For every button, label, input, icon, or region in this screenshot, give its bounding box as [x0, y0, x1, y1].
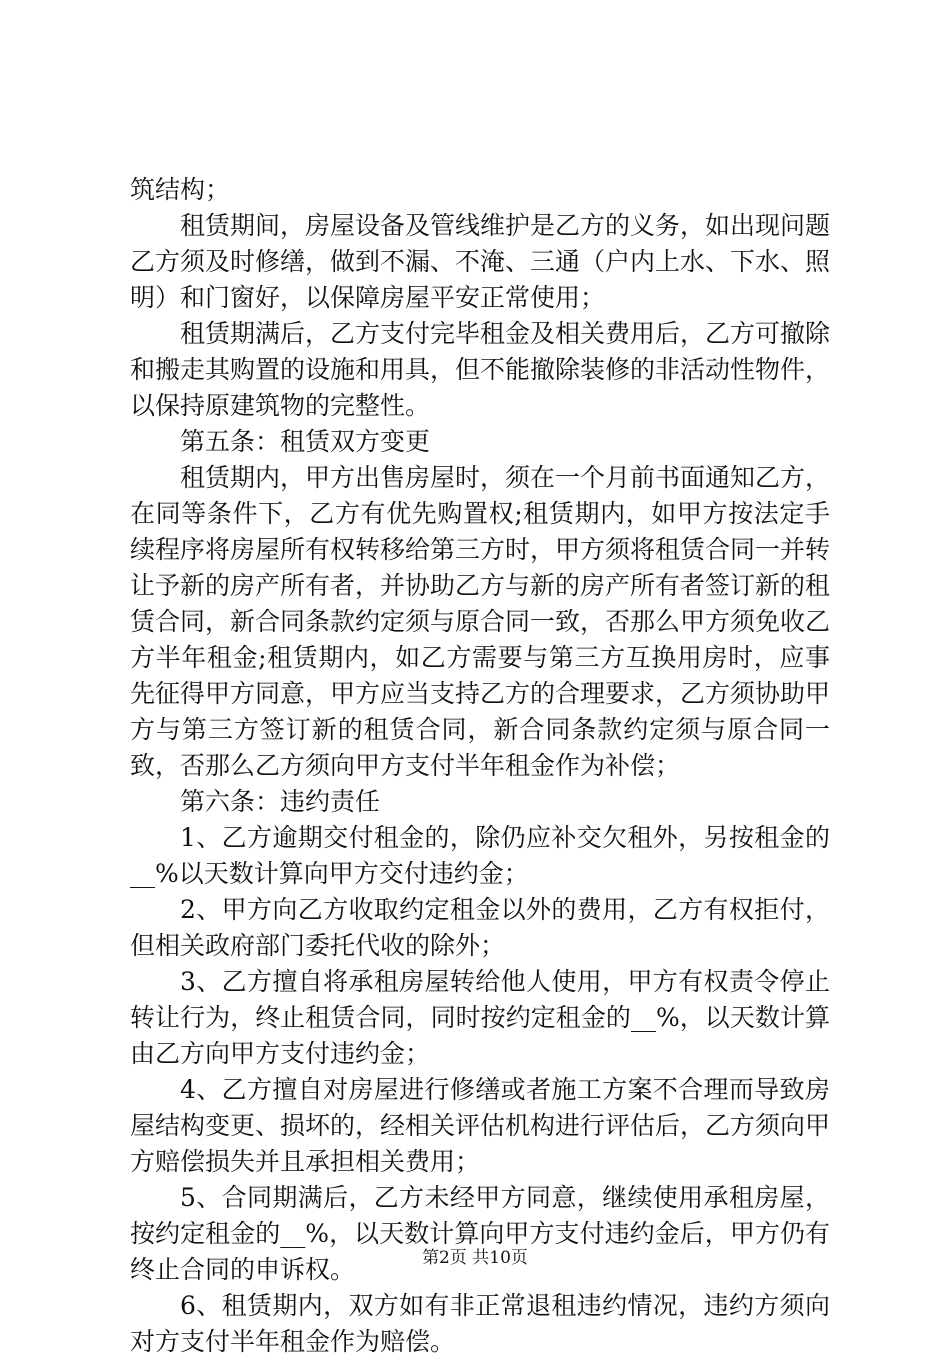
paragraph-5: 租赁期内，甲方出售房屋时，须在一个月前书面通知乙方，在同等条件下，乙方有优先购置权;租赁期内，如甲方按法定手续程序将房屋所有权转移给第三方时，甲方须将租赁合同一并转让予新的房产所有者，并协助乙方与新的房产所有者签订新的租赁合同，新合同条款约定须与原合同一致，否那么甲方须免收乙方半年租金;租赁期内，如乙方需要与第三方互换用房时，应事先征得甲方同意，甲方应当支持乙方的合理要求，乙方须协助甲方与第三方签订新的租赁合同，新合同条款约定须与原合同一致，否那么乙方须向甲方支付半年租金作为补偿； [130, 463, 831, 780]
document-body [130, 172, 830, 1360]
clause-6: 6、租赁期内，双方如有非正常退租违约情况，违约方须向对方支付半年租金作为赔偿。 [130, 1291, 830, 1356]
clause-4: 4、乙方擅自对房屋进行修缮或者施工方案不合理而导致房屋结构变更、损坏的，经相关评估机构进行评估后，乙方须向甲方赔偿损失并且承担相关费用； [130, 1075, 831, 1176]
section-heading-article-5: 第五条：租赁双方变更 [180, 427, 431, 456]
paragraph-1: 筑结构； [130, 175, 231, 204]
page-number-footer: 第2页 共10页 [422, 1248, 528, 1268]
clause-1: 1、乙方逾期交付租金的，除仍应补交欠租外，另按租金的__%以天数计算向甲方交付违约金； [130, 823, 830, 888]
paragraph-3: 租赁期满后，乙方支付完毕租金及相关费用后，乙方可撤除和搬走其购置的设施和用具，但不能撤除装修的非活动性物件，以保持原建筑物的完整性。 [130, 319, 831, 420]
clause-3: 3、乙方擅自将承租房屋转给他人使用，甲方有权责令停止转让行为，终止租赁合同，同时按约定租金的__%，以天数计算由乙方向甲方支付违约金； [130, 967, 830, 1068]
clause-5: 5、合同期满后，乙方未经甲方同意，继续使用承租房屋，按约定租金的__%，以天数计算向甲方支付违约金后，甲方仍有终止合同的申诉权。 [130, 1183, 830, 1284]
section-heading-article-6: 第六条：违约责任 [180, 787, 381, 816]
clause-2: 2、甲方向乙方收取约定租金以外的费用，乙方有权拒付，但相关政府部门委托代收的除外； [130, 895, 830, 960]
paragraph-2: 租赁期间，房屋设备及管线维护是乙方的义务，如出现问题乙方须及时修缮，做到不漏、不淹、三通（户内上水、下水、照明）和门窗好，以保障房屋平安正常使用； [130, 211, 831, 312]
